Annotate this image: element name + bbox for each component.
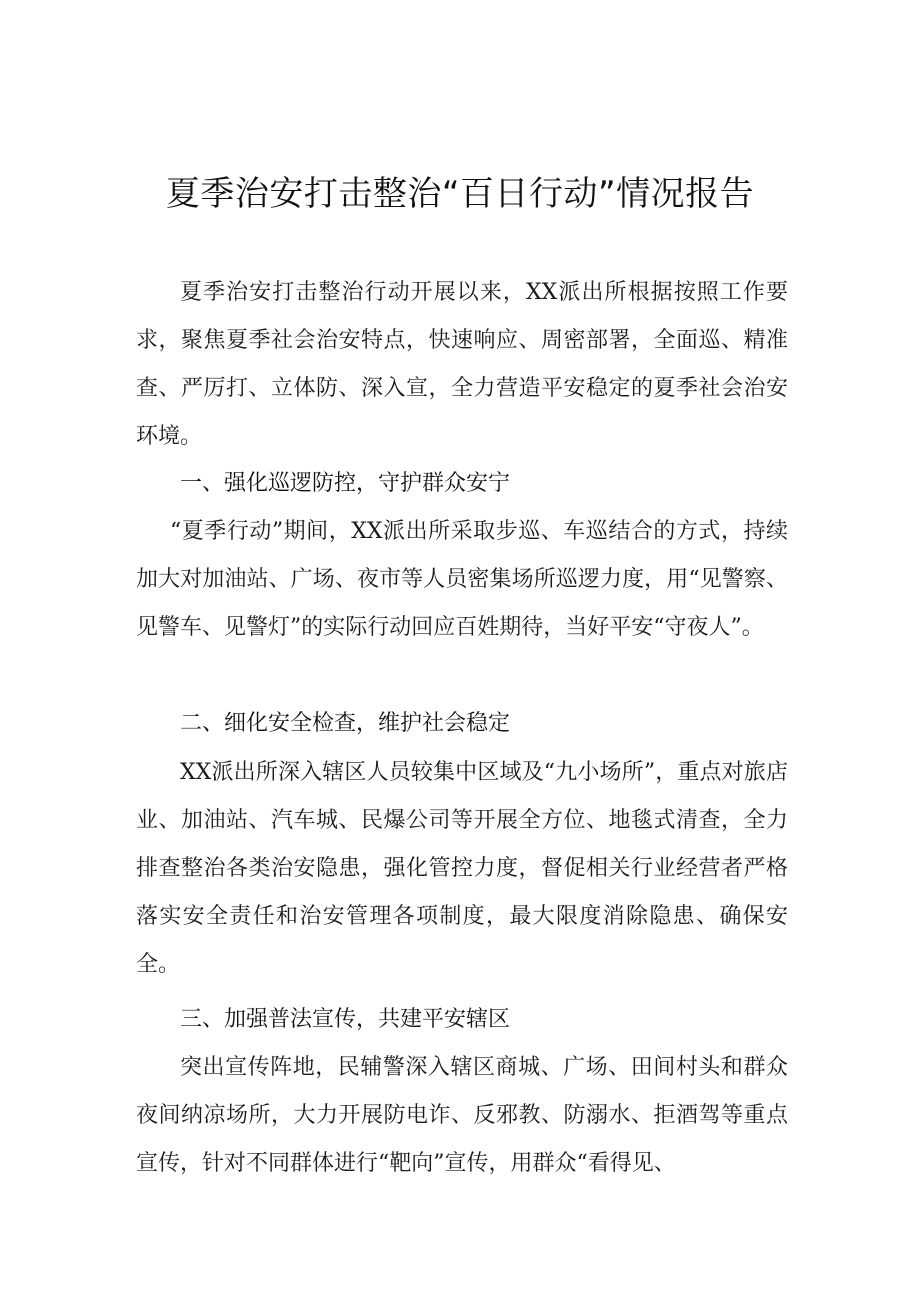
section-heading-2: 二、细化安全检查，维护社会稳定 xyxy=(180,711,511,736)
section-paragraph-3: 突出宣传阵地，民辅警深入辖区商城、广场、田间村头和群众夜间纳凉场所，大力开展防电诈、反邪教、防溺水、拒酒驾等重点宣传，针对不同群体进行“靶向”宣传，用群众“看得见、 xyxy=(136,1055,788,1176)
document-title: 夏季治安打击整治“百日行动”情况报告 xyxy=(165,174,755,214)
intro-paragraph: 夏季治安打击整治行动开展以来，XX派出所根据按照工作要求，聚焦夏季社会治安特点，快速响应、周密部署，全面巡、精准查、严厉打、立体防、深入宣，全力营造平安稳定的夏季社会治安环境。 xyxy=(136,280,788,449)
section-paragraph-1: “夏季行动”期间，XX派出所采取步巡、车巡结合的方式，持续加大对加油站、广场、夜市等人员密集场所巡逻力度，用“见警察、见警车、见警灯”的实际行动回应百姓期待，当好平安“守夜人”。 xyxy=(136,519,788,640)
section-heading-3: 三、加强普法宣传，共建平安辖区 xyxy=(180,1007,511,1032)
section-heading-1: 一、强化巡逻防控，守护群众安宁 xyxy=(180,471,511,496)
section-paragraph-2: XX派出所深入辖区人员较集中区域及“九小场所”，重点对旅店业、加油站、汽车城、民爆公司等开展全方位、地毯式清查，全力排查整治各类治安隐患，强化管控力度，督促相关行业经营者严格落实安全责任和治安管理各项制度，最大限度消除隐患、确保安全。 xyxy=(136,760,788,977)
